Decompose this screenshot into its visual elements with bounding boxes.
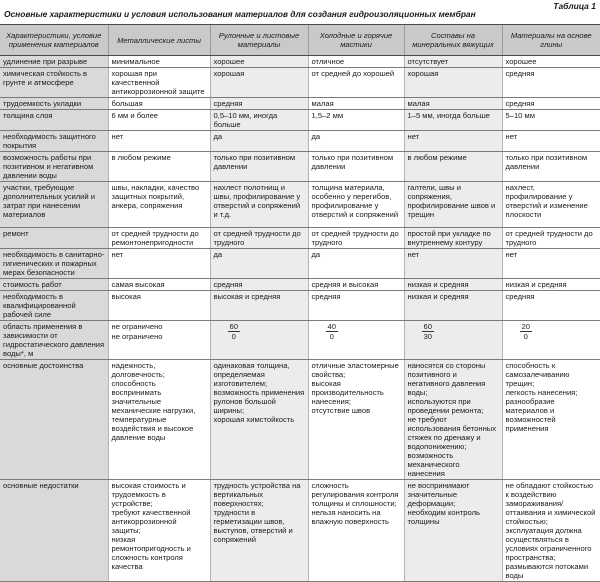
cell-mineral <box>404 321 502 360</box>
header-clay-materials: Материалы на основе глины <box>502 25 600 56</box>
cell-text: только при позитивном давлении <box>213 153 296 171</box>
cell-text: средняя <box>311 292 341 301</box>
row-label: удлинение при разрыве <box>0 56 108 68</box>
cell-text: 1–5 мм, иногда больше <box>407 111 490 120</box>
cell-text: 1,5–2 мм <box>311 111 344 120</box>
cell-roll <box>210 56 308 68</box>
cell-text: нет <box>407 132 420 141</box>
cell-text: простой при укладке по внутреннему контуру <box>407 229 491 247</box>
cell-metal <box>108 56 210 68</box>
fraction-denominator: 30 <box>423 332 432 341</box>
cell-metal <box>108 68 210 98</box>
pressure-fraction <box>506 322 532 342</box>
cell-clay <box>502 279 600 291</box>
cell-clay <box>502 480 600 582</box>
cell-roll <box>210 321 308 360</box>
cell-text: высокая <box>111 292 141 301</box>
cell-mastic <box>308 279 404 291</box>
cell-mineral <box>404 360 502 480</box>
table-row <box>0 110 600 131</box>
cell-mastic <box>308 98 404 110</box>
cell-mineral <box>404 110 502 131</box>
cell-text: высокая стоимость и трудоемкость в устройстве; требуют качественной антикоррозионной защиты; низкая ремонтопригодность и сложность контроля качества <box>111 481 191 571</box>
table-row <box>0 480 600 582</box>
row-label: химическая стойкость в грунте и атмосфере <box>0 68 108 98</box>
cell-text: швы, накладки, качество защитных покрытий, анкера, сопряжения <box>111 183 200 210</box>
cell-mastic <box>308 291 404 321</box>
cell-text: сложность регулирования контроля толщины и сплошности; нельзя наносить на влажную поверхность <box>311 481 399 526</box>
row-label: необходимость защитного покрытия <box>0 131 108 152</box>
cell-roll <box>210 249 308 279</box>
cell-text: нахлест, профилирование у отверстий и изменение плоскости <box>505 183 588 219</box>
cell-text: низкая и средняя <box>407 292 469 301</box>
cell-text: да <box>213 132 223 141</box>
cell-text: низкая и средняя <box>407 280 469 289</box>
cell-text: средняя <box>213 99 243 108</box>
cell-mineral <box>404 98 502 110</box>
cell-text: наносятся со стороны позитивного и негативного давления воды; используются при проведении ремонта; не требуют использования бетонных стяжек по дренажу и водопонижению; возможность механического нанесения <box>407 361 497 478</box>
table-row <box>0 279 600 291</box>
cell-text: одинаковая толщина, определяемая изготовителем; возможность применения рулонов большой ширины; хорошая химстойкость <box>213 361 305 424</box>
row-label: возможность работы при позитивном и негативном давлении воды <box>0 152 108 182</box>
cell-mineral <box>404 228 502 249</box>
cell-text: самая высокая <box>111 280 165 289</box>
cell-text: надежность, долговечность; способность воспринимать значительные механические нагрузки, температурные воздействия и высокое давление воды <box>111 361 196 442</box>
cell-text: отличное <box>311 57 345 66</box>
cell-mastic <box>308 182 404 228</box>
fraction-numerator: 40 <box>327 322 336 331</box>
cell-text: 5–10 мм <box>505 111 535 120</box>
cell-mineral <box>404 291 502 321</box>
cell-text: хорошее <box>213 57 245 66</box>
header-characteristics: Характеристики, условие применения материалов <box>0 25 108 56</box>
cell-metal <box>108 360 210 480</box>
table-row <box>0 56 600 68</box>
cell-metal <box>108 152 210 182</box>
cell-mineral <box>404 56 502 68</box>
cell-mastic <box>308 249 404 279</box>
cell-text: хорошая <box>213 69 245 78</box>
cell-text: толщина материала, особенно у перегибов, профилирование у отверстий и сопряжений <box>311 183 399 219</box>
cell-metal <box>108 228 210 249</box>
cell-roll <box>210 152 308 182</box>
cell-clay <box>502 110 600 131</box>
cell-clay <box>502 228 600 249</box>
cell-mastic <box>308 110 404 131</box>
cell-text: нахлест полотнищ и швы, профилирование у отверстий и сопряжений и т.д. <box>213 183 301 219</box>
cell-text: только при позитивном давлении <box>505 153 588 171</box>
cell-clay <box>502 182 600 228</box>
cell-text: нет <box>505 250 518 259</box>
cell-text: в любом режиме <box>111 153 171 162</box>
cell-text: 6 мм и более <box>111 111 159 120</box>
cell-metal <box>108 182 210 228</box>
cell-text: способность к самозалечиванию трещин; легкость нанесения; разнообразие материалов и возможностей применения <box>505 361 578 433</box>
cell-metal <box>108 131 210 152</box>
cell-clay <box>502 152 600 182</box>
row-label: стоимость работ <box>0 279 108 291</box>
table-title: Основные характеристики и условия использования материалов для создания гидроизоляционных мембран <box>4 9 476 19</box>
cell-text: средняя <box>213 280 243 289</box>
table-row <box>0 249 600 279</box>
cell-roll <box>210 480 308 582</box>
fraction-denominator: 0 <box>523 332 528 341</box>
cell-text: средняя <box>505 292 535 301</box>
area-line: не ограничено <box>111 322 163 331</box>
header-metal-sheets: Металлические листы <box>108 25 210 56</box>
cell-metal <box>108 480 210 582</box>
comparison-table <box>0 24 600 582</box>
row-label: трудоемкость укладки <box>0 98 108 110</box>
cell-text: трудность устройства на вертикальных поверхностях; трудности в герметизации швов, выступов, отверстий и сопряжений <box>213 481 301 544</box>
cell-text: 0,5–10 мм, иногда больше <box>213 111 278 129</box>
fraction-denominator: 0 <box>329 332 334 341</box>
cell-text: хорошая <box>407 69 439 78</box>
cell-mineral <box>404 480 502 582</box>
table-row <box>0 291 600 321</box>
cell-clay <box>502 291 600 321</box>
cell-text: хорошее <box>505 57 537 66</box>
fraction-numerator: 60 <box>423 322 432 331</box>
row-label: участки, требующие дополнительных усилий и затрат при нанесении материалов <box>0 182 108 228</box>
cell-text: средняя <box>505 69 535 78</box>
cell-mastic <box>308 68 404 98</box>
cell-metal <box>108 291 210 321</box>
cell-text: в любом режиме <box>407 153 467 162</box>
cell-mastic <box>308 228 404 249</box>
row-label: необходимость в квалифицированной рабочей силе <box>0 291 108 321</box>
cell-mastic <box>308 56 404 68</box>
header-roll-materials: Рулонные и листовые материалы <box>210 25 308 56</box>
table-row <box>0 98 600 110</box>
cell-text: да <box>311 132 321 141</box>
pressure-fraction <box>408 322 434 342</box>
table-row <box>0 360 600 480</box>
cell-text: нет <box>407 250 420 259</box>
table-row-application-area <box>0 321 600 360</box>
cell-roll <box>210 68 308 98</box>
cell-roll <box>210 279 308 291</box>
cell-text: да <box>311 250 321 259</box>
cell-roll <box>210 228 308 249</box>
cell-mastic <box>308 152 404 182</box>
table-row <box>0 182 600 228</box>
cell-text: не обладают стойкостью к воздействию замораживания/оттаивания и химической стойкостью; эксплуатация должна осуществляться в условиях ограниченного пространства; размываются потоками воды <box>505 481 596 580</box>
cell-roll <box>210 360 308 480</box>
cell-metal <box>108 279 210 291</box>
table-body <box>0 56 600 582</box>
cell-mastic <box>308 131 404 152</box>
row-label: основные недостатки <box>0 480 108 582</box>
cell-roll <box>210 110 308 131</box>
cell-clay <box>502 321 600 360</box>
cell-text: отличные эластомерные свойства; высокая производительность нанесения; отсутствие швов <box>311 361 399 415</box>
cell-clay <box>502 131 600 152</box>
cell-text: нет <box>111 250 124 259</box>
row-label: основные достоинства <box>0 360 108 480</box>
cell-clay <box>502 68 600 98</box>
area-line: не ограничено <box>111 332 163 341</box>
cell-text: большая <box>111 99 143 108</box>
cell-mineral <box>404 131 502 152</box>
cell-mineral <box>404 68 502 98</box>
row-label: толщина слоя <box>0 110 108 131</box>
table-row <box>0 68 600 98</box>
area-lines <box>112 322 207 342</box>
row-label: область применения в зависимости от гидростатического давления воды*, м <box>0 321 108 360</box>
cell-text: от средней до хорошей <box>311 69 395 78</box>
cell-text: только при позитивном давлении <box>311 153 394 171</box>
cell-text: высокая и средняя <box>213 292 281 301</box>
table-row <box>0 131 600 152</box>
table-number: Таблица 1 <box>553 1 596 11</box>
cell-text: минимальное <box>111 57 160 66</box>
table-row <box>0 152 600 182</box>
cell-mastic <box>308 321 404 360</box>
fraction-denominator: 0 <box>231 332 236 341</box>
cell-mastic <box>308 480 404 582</box>
cell-text: да <box>213 250 223 259</box>
cell-mineral <box>404 182 502 228</box>
fraction-numerator: 60 <box>229 322 238 331</box>
cell-clay <box>502 98 600 110</box>
cell-clay <box>502 360 600 480</box>
cell-metal <box>108 98 210 110</box>
cell-roll <box>210 182 308 228</box>
pressure-fraction <box>214 322 240 342</box>
cell-text: средняя и высокая <box>311 280 379 289</box>
header-mastics: Холодные и горячие мастики <box>308 25 404 56</box>
cell-text: от средней трудности до трудного <box>505 229 593 247</box>
cell-roll <box>210 291 308 321</box>
table-row <box>0 228 600 249</box>
cell-text: отсутствует <box>407 57 449 66</box>
cell-text: малая <box>311 99 334 108</box>
cell-text: малая <box>407 99 430 108</box>
cell-text: от средней трудности до трудного <box>213 229 301 247</box>
header-mineral-compounds: Составы на минеральных вяжущих <box>404 25 502 56</box>
cell-text: от средней трудности до ремонтонепригодности <box>111 229 199 247</box>
cell-text: низкая и средняя <box>505 280 567 289</box>
cell-text: нет <box>505 132 518 141</box>
pressure-fraction <box>312 322 338 342</box>
table-header-row <box>0 25 600 56</box>
cell-metal <box>108 249 210 279</box>
cell-mineral <box>404 152 502 182</box>
cell-mastic <box>308 360 404 480</box>
cell-text: хорошая при качественной антикоррозионной защите <box>111 69 205 96</box>
cell-mineral <box>404 279 502 291</box>
cell-metal <box>108 321 210 360</box>
cell-text: нет <box>111 132 124 141</box>
cell-clay <box>502 56 600 68</box>
cell-roll <box>210 98 308 110</box>
row-label: необходимость в санитарно-гигиенических и пожарных мерах безопасности <box>0 249 108 279</box>
cell-text: средняя <box>505 99 535 108</box>
cell-text: не воспринимают значительные деформации; необходим контроль толщины <box>407 481 480 526</box>
cell-roll <box>210 131 308 152</box>
cell-mineral <box>404 249 502 279</box>
cell-text: галтели, швы и сопряжения, профилирование швов и трещин <box>407 183 496 219</box>
cell-metal <box>108 110 210 131</box>
fraction-numerator: 20 <box>521 322 530 331</box>
cell-text: от средней трудности до трудного <box>311 229 399 247</box>
row-label: ремонт <box>0 228 108 249</box>
cell-clay <box>502 249 600 279</box>
